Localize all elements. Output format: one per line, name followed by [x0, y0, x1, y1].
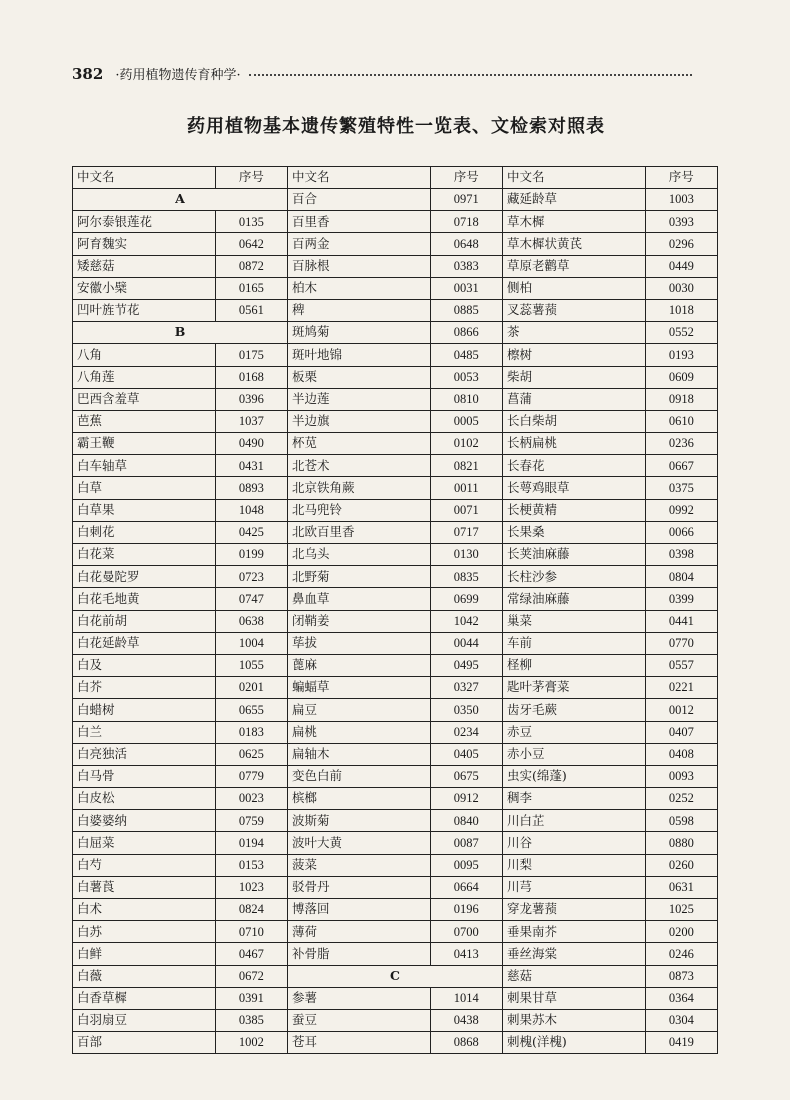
table-row	[73, 588, 718, 610]
table-row	[73, 921, 718, 943]
header-name-1: 中文名	[73, 167, 216, 189]
serial-number-cell: 0642	[215, 233, 287, 255]
serial-number-cell: 0552	[645, 322, 717, 344]
plant-name-cell: 北苍术	[287, 455, 430, 477]
plant-name-cell: 稗	[287, 299, 430, 321]
plant-name-cell: 扁桃	[287, 721, 430, 743]
serial-number-cell: 0196	[430, 899, 502, 921]
plant-name-cell: 槟榔	[287, 788, 430, 810]
serial-number-cell: 0779	[215, 765, 287, 787]
plant-name-cell: 白鲜	[73, 943, 216, 965]
serial-number-cell: 1023	[215, 876, 287, 898]
serial-number-cell: 0824	[215, 899, 287, 921]
plant-name-cell: 蚕豆	[287, 1009, 430, 1031]
serial-number-cell: 0609	[645, 366, 717, 388]
plant-name-cell: 百两金	[287, 233, 430, 255]
plant-name-cell: 扁轴木	[287, 743, 430, 765]
table-row	[73, 277, 718, 299]
table-row	[73, 544, 718, 566]
plant-name-cell: 虫实(绵蓬)	[502, 765, 645, 787]
plant-name-cell: 白薯莨	[73, 876, 216, 898]
serial-number-cell: 0810	[430, 388, 502, 410]
table-row	[73, 788, 718, 810]
table-row	[73, 743, 718, 765]
plant-name-cell: 菖蒲	[502, 388, 645, 410]
table-row	[73, 344, 718, 366]
plant-name-cell: 白花毛地黄	[73, 588, 216, 610]
table-row	[73, 366, 718, 388]
serial-number-cell: 0557	[645, 654, 717, 676]
plant-name-cell: 闭鞘姜	[287, 610, 430, 632]
serial-number-cell: 0087	[430, 832, 502, 854]
serial-number-cell: 0350	[430, 699, 502, 721]
plant-name-cell: 白马骨	[73, 765, 216, 787]
header-num-2: 序号	[430, 167, 502, 189]
serial-number-cell: 1004	[215, 632, 287, 654]
serial-number-cell: 0918	[645, 388, 717, 410]
serial-number-cell: 1037	[215, 410, 287, 432]
plant-name-cell: 荜拔	[287, 632, 430, 654]
index-table	[72, 166, 718, 1054]
table-row	[73, 433, 718, 455]
serial-number-cell: 0638	[215, 610, 287, 632]
plant-name-cell: 白羽扇豆	[73, 1009, 216, 1031]
serial-number-cell: 0821	[430, 455, 502, 477]
table-row	[73, 610, 718, 632]
plant-name-cell: 柴胡	[502, 366, 645, 388]
plant-name-cell: 长荚油麻藤	[502, 544, 645, 566]
serial-number-cell: 1002	[215, 1032, 287, 1054]
serial-number-cell: 0840	[430, 810, 502, 832]
serial-number-cell: 0893	[215, 477, 287, 499]
serial-number-cell: 0804	[645, 566, 717, 588]
page-header	[72, 64, 692, 83]
serial-number-cell: 0031	[430, 277, 502, 299]
table-row	[73, 455, 718, 477]
serial-number-cell: 0383	[430, 255, 502, 277]
plant-name-cell: 阿育魏实	[73, 233, 216, 255]
plant-name-cell: 斑叶地锦	[287, 344, 430, 366]
table-row	[73, 410, 718, 432]
serial-number-cell: 0866	[430, 322, 502, 344]
plant-name-cell: 补骨脂	[287, 943, 430, 965]
plant-name-cell: 长柄扁桃	[502, 433, 645, 455]
serial-number-cell: 0399	[645, 588, 717, 610]
serial-number-cell: 0071	[430, 499, 502, 521]
serial-number-cell: 0093	[645, 765, 717, 787]
plant-name-cell: 波叶大黄	[287, 832, 430, 854]
table-row	[73, 965, 718, 987]
serial-number-cell: 0030	[645, 277, 717, 299]
serial-number-cell: 0717	[430, 521, 502, 543]
plant-name-cell: 草木樨	[502, 211, 645, 233]
serial-number-cell: 0391	[215, 987, 287, 1009]
serial-number-cell: 0252	[645, 788, 717, 810]
plant-name-cell: 百部	[73, 1032, 216, 1054]
plant-name-cell: 白婆婆纳	[73, 810, 216, 832]
plant-name-cell: 藏延龄草	[502, 189, 645, 211]
table-row	[73, 233, 718, 255]
table-row	[73, 854, 718, 876]
serial-number-cell: 0880	[645, 832, 717, 854]
plant-name-cell: 长果桑	[502, 521, 645, 543]
serial-number-cell: 1025	[645, 899, 717, 921]
serial-number-cell: 0408	[645, 743, 717, 765]
plant-name-cell: 北京铁角蕨	[287, 477, 430, 499]
plant-name-cell: 蓖麻	[287, 654, 430, 676]
plant-name-cell: 阿尔泰银莲花	[73, 211, 216, 233]
serial-number-cell: 0296	[645, 233, 717, 255]
serial-number-cell: 0710	[215, 921, 287, 943]
plant-name-cell: 驳骨丹	[287, 876, 430, 898]
section-letter: C	[287, 965, 502, 987]
plant-name-cell: 巴西含羞草	[73, 388, 216, 410]
serial-number-cell: 0385	[215, 1009, 287, 1031]
serial-number-cell: 0168	[215, 366, 287, 388]
serial-number-cell: 0236	[645, 433, 717, 455]
plant-name-cell: 白车轴草	[73, 455, 216, 477]
plant-name-cell: 慈菇	[502, 965, 645, 987]
serial-number-cell: 0441	[645, 610, 717, 632]
plant-name-cell: 参薯	[287, 987, 430, 1009]
plant-name-cell: 茶	[502, 322, 645, 344]
serial-number-cell: 1014	[430, 987, 502, 1009]
plant-name-cell: 白花延龄草	[73, 632, 216, 654]
table-row	[73, 566, 718, 588]
plant-name-cell: 草原老鹳草	[502, 255, 645, 277]
plant-name-cell: 白刺花	[73, 521, 216, 543]
serial-number-cell: 0221	[645, 677, 717, 699]
header-name-3: 中文名	[502, 167, 645, 189]
dotted-leader	[249, 74, 692, 76]
serial-number-cell: 0495	[430, 654, 502, 676]
plant-name-cell: 白芍	[73, 854, 216, 876]
plant-name-cell: 白薇	[73, 965, 216, 987]
serial-number-cell: 0610	[645, 410, 717, 432]
serial-number-cell: 0718	[430, 211, 502, 233]
document-title: 药用植物基本遗传繁殖特性一览表、文检索对照表	[187, 116, 605, 137]
plant-name-cell: 百合	[287, 189, 430, 211]
plant-name-cell: 白香草樨	[73, 987, 216, 1009]
plant-name-cell: 匙叶茅膏菜	[502, 677, 645, 699]
table-row	[73, 632, 718, 654]
serial-number-cell: 0260	[645, 854, 717, 876]
serial-number-cell: 0873	[645, 965, 717, 987]
table-row	[73, 521, 718, 543]
serial-number-cell: 0375	[645, 477, 717, 499]
serial-number-cell: 0759	[215, 810, 287, 832]
page-number: 382	[72, 65, 104, 83]
serial-number-cell: 0407	[645, 721, 717, 743]
plant-name-cell: 霸王鞭	[73, 433, 216, 455]
plant-name-cell: 长春花	[502, 455, 645, 477]
serial-number-cell: 0165	[215, 277, 287, 299]
plant-name-cell: 穿龙薯蓣	[502, 899, 645, 921]
plant-name-cell: 半边莲	[287, 388, 430, 410]
header-num-3: 序号	[645, 167, 717, 189]
serial-number-cell: 0053	[430, 366, 502, 388]
serial-number-cell: 0971	[430, 189, 502, 211]
serial-number-cell: 0675	[430, 765, 502, 787]
table-row	[73, 1009, 718, 1031]
serial-number-cell: 0655	[215, 699, 287, 721]
plant-name-cell: 刺槐(洋槐)	[502, 1032, 645, 1054]
plant-name-cell: 长萼鸡眼草	[502, 477, 645, 499]
plant-name-cell: 安徽小檗	[73, 277, 216, 299]
table-header-row	[73, 167, 718, 189]
serial-number-cell: 1048	[215, 499, 287, 521]
plant-name-cell: 川芎	[502, 876, 645, 898]
serial-number-cell: 0200	[645, 921, 717, 943]
plant-name-cell: 齿牙毛蕨	[502, 699, 645, 721]
serial-number-cell: 0672	[215, 965, 287, 987]
serial-number-cell: 0234	[430, 721, 502, 743]
plant-name-cell: 白花前胡	[73, 610, 216, 632]
section-letter: A	[73, 189, 288, 211]
serial-number-cell: 0135	[215, 211, 287, 233]
plant-name-cell: 百里香	[287, 211, 430, 233]
table-row	[73, 388, 718, 410]
plant-name-cell: 白亮独活	[73, 743, 216, 765]
serial-number-cell: 0304	[645, 1009, 717, 1031]
serial-number-cell: 0194	[215, 832, 287, 854]
serial-number-cell: 0467	[215, 943, 287, 965]
serial-number-cell: 0992	[645, 499, 717, 521]
plant-name-cell: 刺果苏木	[502, 1009, 645, 1031]
plant-name-cell: 菠菜	[287, 854, 430, 876]
table-row	[73, 987, 718, 1009]
serial-number-cell: 0393	[645, 211, 717, 233]
serial-number-cell: 1018	[645, 299, 717, 321]
header-num-1: 序号	[215, 167, 287, 189]
serial-number-cell: 0598	[645, 810, 717, 832]
plant-name-cell: 赤豆	[502, 721, 645, 743]
plant-name-cell: 檫树	[502, 344, 645, 366]
plant-name-cell: 杯苋	[287, 433, 430, 455]
serial-number-cell: 0405	[430, 743, 502, 765]
table-row	[73, 499, 718, 521]
serial-number-cell: 0011	[430, 477, 502, 499]
table-row	[73, 299, 718, 321]
serial-number-cell: 0490	[215, 433, 287, 455]
table-row	[73, 189, 718, 211]
table-row	[73, 832, 718, 854]
serial-number-cell: 0425	[215, 521, 287, 543]
serial-number-cell: 0723	[215, 566, 287, 588]
plant-name-cell: 柏木	[287, 277, 430, 299]
plant-name-cell: 百脉根	[287, 255, 430, 277]
table-row	[73, 876, 718, 898]
serial-number-cell: 0700	[430, 921, 502, 943]
plant-name-cell: 北野菊	[287, 566, 430, 588]
table-row	[73, 810, 718, 832]
plant-name-cell: 常绿油麻藤	[502, 588, 645, 610]
serial-number-cell: 0667	[645, 455, 717, 477]
serial-number-cell: 0449	[645, 255, 717, 277]
plant-name-cell: 白草果	[73, 499, 216, 521]
plant-name-cell: 川白芷	[502, 810, 645, 832]
plant-name-cell: 北乌头	[287, 544, 430, 566]
plant-name-cell: 北马兜铃	[287, 499, 430, 521]
serial-number-cell: 0246	[645, 943, 717, 965]
table-row	[73, 943, 718, 965]
plant-name-cell: 叉蕊薯蓣	[502, 299, 645, 321]
plant-name-cell: 柽柳	[502, 654, 645, 676]
plant-name-cell: 北欧百里香	[287, 521, 430, 543]
serial-number-cell: 0625	[215, 743, 287, 765]
plant-name-cell: 波斯菊	[287, 810, 430, 832]
plant-name-cell: 芭蕉	[73, 410, 216, 432]
plant-name-cell: 苍耳	[287, 1032, 430, 1054]
serial-number-cell: 0485	[430, 344, 502, 366]
header-name-2: 中文名	[287, 167, 430, 189]
table-row	[73, 654, 718, 676]
serial-number-cell: 0005	[430, 410, 502, 432]
serial-number-cell: 0327	[430, 677, 502, 699]
plant-name-cell: 矮慈菇	[73, 255, 216, 277]
serial-number-cell: 1042	[430, 610, 502, 632]
serial-number-cell: 0631	[645, 876, 717, 898]
serial-number-cell: 0747	[215, 588, 287, 610]
serial-number-cell: 0183	[215, 721, 287, 743]
plant-name-cell: 垂果南芥	[502, 921, 645, 943]
plant-name-cell: 白皮松	[73, 788, 216, 810]
plant-name-cell: 白草	[73, 477, 216, 499]
serial-number-cell: 0023	[215, 788, 287, 810]
plant-name-cell: 侧柏	[502, 277, 645, 299]
serial-number-cell: 0438	[430, 1009, 502, 1031]
table-row	[73, 699, 718, 721]
serial-number-cell: 0201	[215, 677, 287, 699]
serial-number-cell: 0419	[645, 1032, 717, 1054]
table-row	[73, 677, 718, 699]
plant-name-cell: 刺果甘草	[502, 987, 645, 1009]
plant-name-cell: 白术	[73, 899, 216, 921]
plant-name-cell: 斑鸠菊	[287, 322, 430, 344]
serial-number-cell: 1055	[215, 654, 287, 676]
table-row	[73, 477, 718, 499]
serial-number-cell: 0770	[645, 632, 717, 654]
plant-name-cell: 板栗	[287, 366, 430, 388]
serial-number-cell: 0044	[430, 632, 502, 654]
serial-number-cell: 0835	[430, 566, 502, 588]
plant-name-cell: 白花菜	[73, 544, 216, 566]
plant-name-cell: 八角莲	[73, 366, 216, 388]
serial-number-cell: 0561	[215, 299, 287, 321]
serial-number-cell: 0872	[215, 255, 287, 277]
plant-name-cell: 白及	[73, 654, 216, 676]
serial-number-cell: 0012	[645, 699, 717, 721]
serial-number-cell: 0912	[430, 788, 502, 810]
plant-name-cell: 车前	[502, 632, 645, 654]
plant-name-cell: 川梨	[502, 854, 645, 876]
serial-number-cell: 0868	[430, 1032, 502, 1054]
plant-name-cell: 白花曼陀罗	[73, 566, 216, 588]
plant-name-cell: 蝙蝠草	[287, 677, 430, 699]
table-body	[73, 189, 718, 1054]
plant-name-cell: 长白柴胡	[502, 410, 645, 432]
serial-number-cell: 0396	[215, 388, 287, 410]
plant-name-cell: 白蜡树	[73, 699, 216, 721]
plant-name-cell: 凹叶旌节花	[73, 299, 216, 321]
serial-number-cell: 0153	[215, 854, 287, 876]
plant-name-cell: 薄荷	[287, 921, 430, 943]
plant-name-cell: 白苏	[73, 921, 216, 943]
plant-name-cell: 长柱沙参	[502, 566, 645, 588]
serial-number-cell: 0095	[430, 854, 502, 876]
serial-number-cell: 0193	[645, 344, 717, 366]
serial-number-cell: 0102	[430, 433, 502, 455]
serial-number-cell: 0066	[645, 521, 717, 543]
serial-number-cell: 0175	[215, 344, 287, 366]
table-row	[73, 255, 718, 277]
table-row	[73, 322, 718, 344]
plant-name-cell: 鼻血草	[287, 588, 430, 610]
serial-number-cell: 0648	[430, 233, 502, 255]
running-title: ·药用植物遗传育种学·	[115, 68, 241, 83]
section-letter: B	[73, 322, 288, 344]
serial-number-cell: 0364	[645, 987, 717, 1009]
serial-number-cell: 1003	[645, 189, 717, 211]
plant-name-cell: 草木樨状黄芪	[502, 233, 645, 255]
table-row	[73, 211, 718, 233]
plant-name-cell: 半边旗	[287, 410, 430, 432]
serial-number-cell: 0885	[430, 299, 502, 321]
plant-name-cell: 变色白前	[287, 765, 430, 787]
plant-name-cell: 川谷	[502, 832, 645, 854]
serial-number-cell: 0664	[430, 876, 502, 898]
serial-number-cell: 0413	[430, 943, 502, 965]
plant-name-cell: 扁豆	[287, 699, 430, 721]
table-row	[73, 765, 718, 787]
plant-name-cell: 稠李	[502, 788, 645, 810]
plant-name-cell: 白屈菜	[73, 832, 216, 854]
plant-name-cell: 博落回	[287, 899, 430, 921]
plant-name-cell: 白芥	[73, 677, 216, 699]
plant-name-cell: 白兰	[73, 721, 216, 743]
plant-name-cell: 八角	[73, 344, 216, 366]
serial-number-cell: 0398	[645, 544, 717, 566]
serial-number-cell: 0431	[215, 455, 287, 477]
serial-number-cell: 0699	[430, 588, 502, 610]
plant-name-cell: 垂丝海棠	[502, 943, 645, 965]
plant-name-cell: 巢菜	[502, 610, 645, 632]
table-row	[73, 1032, 718, 1054]
plant-name-cell: 长梗黄精	[502, 499, 645, 521]
table-row	[73, 899, 718, 921]
plant-name-cell: 赤小豆	[502, 743, 645, 765]
serial-number-cell: 0199	[215, 544, 287, 566]
table-row	[73, 721, 718, 743]
serial-number-cell: 0130	[430, 544, 502, 566]
